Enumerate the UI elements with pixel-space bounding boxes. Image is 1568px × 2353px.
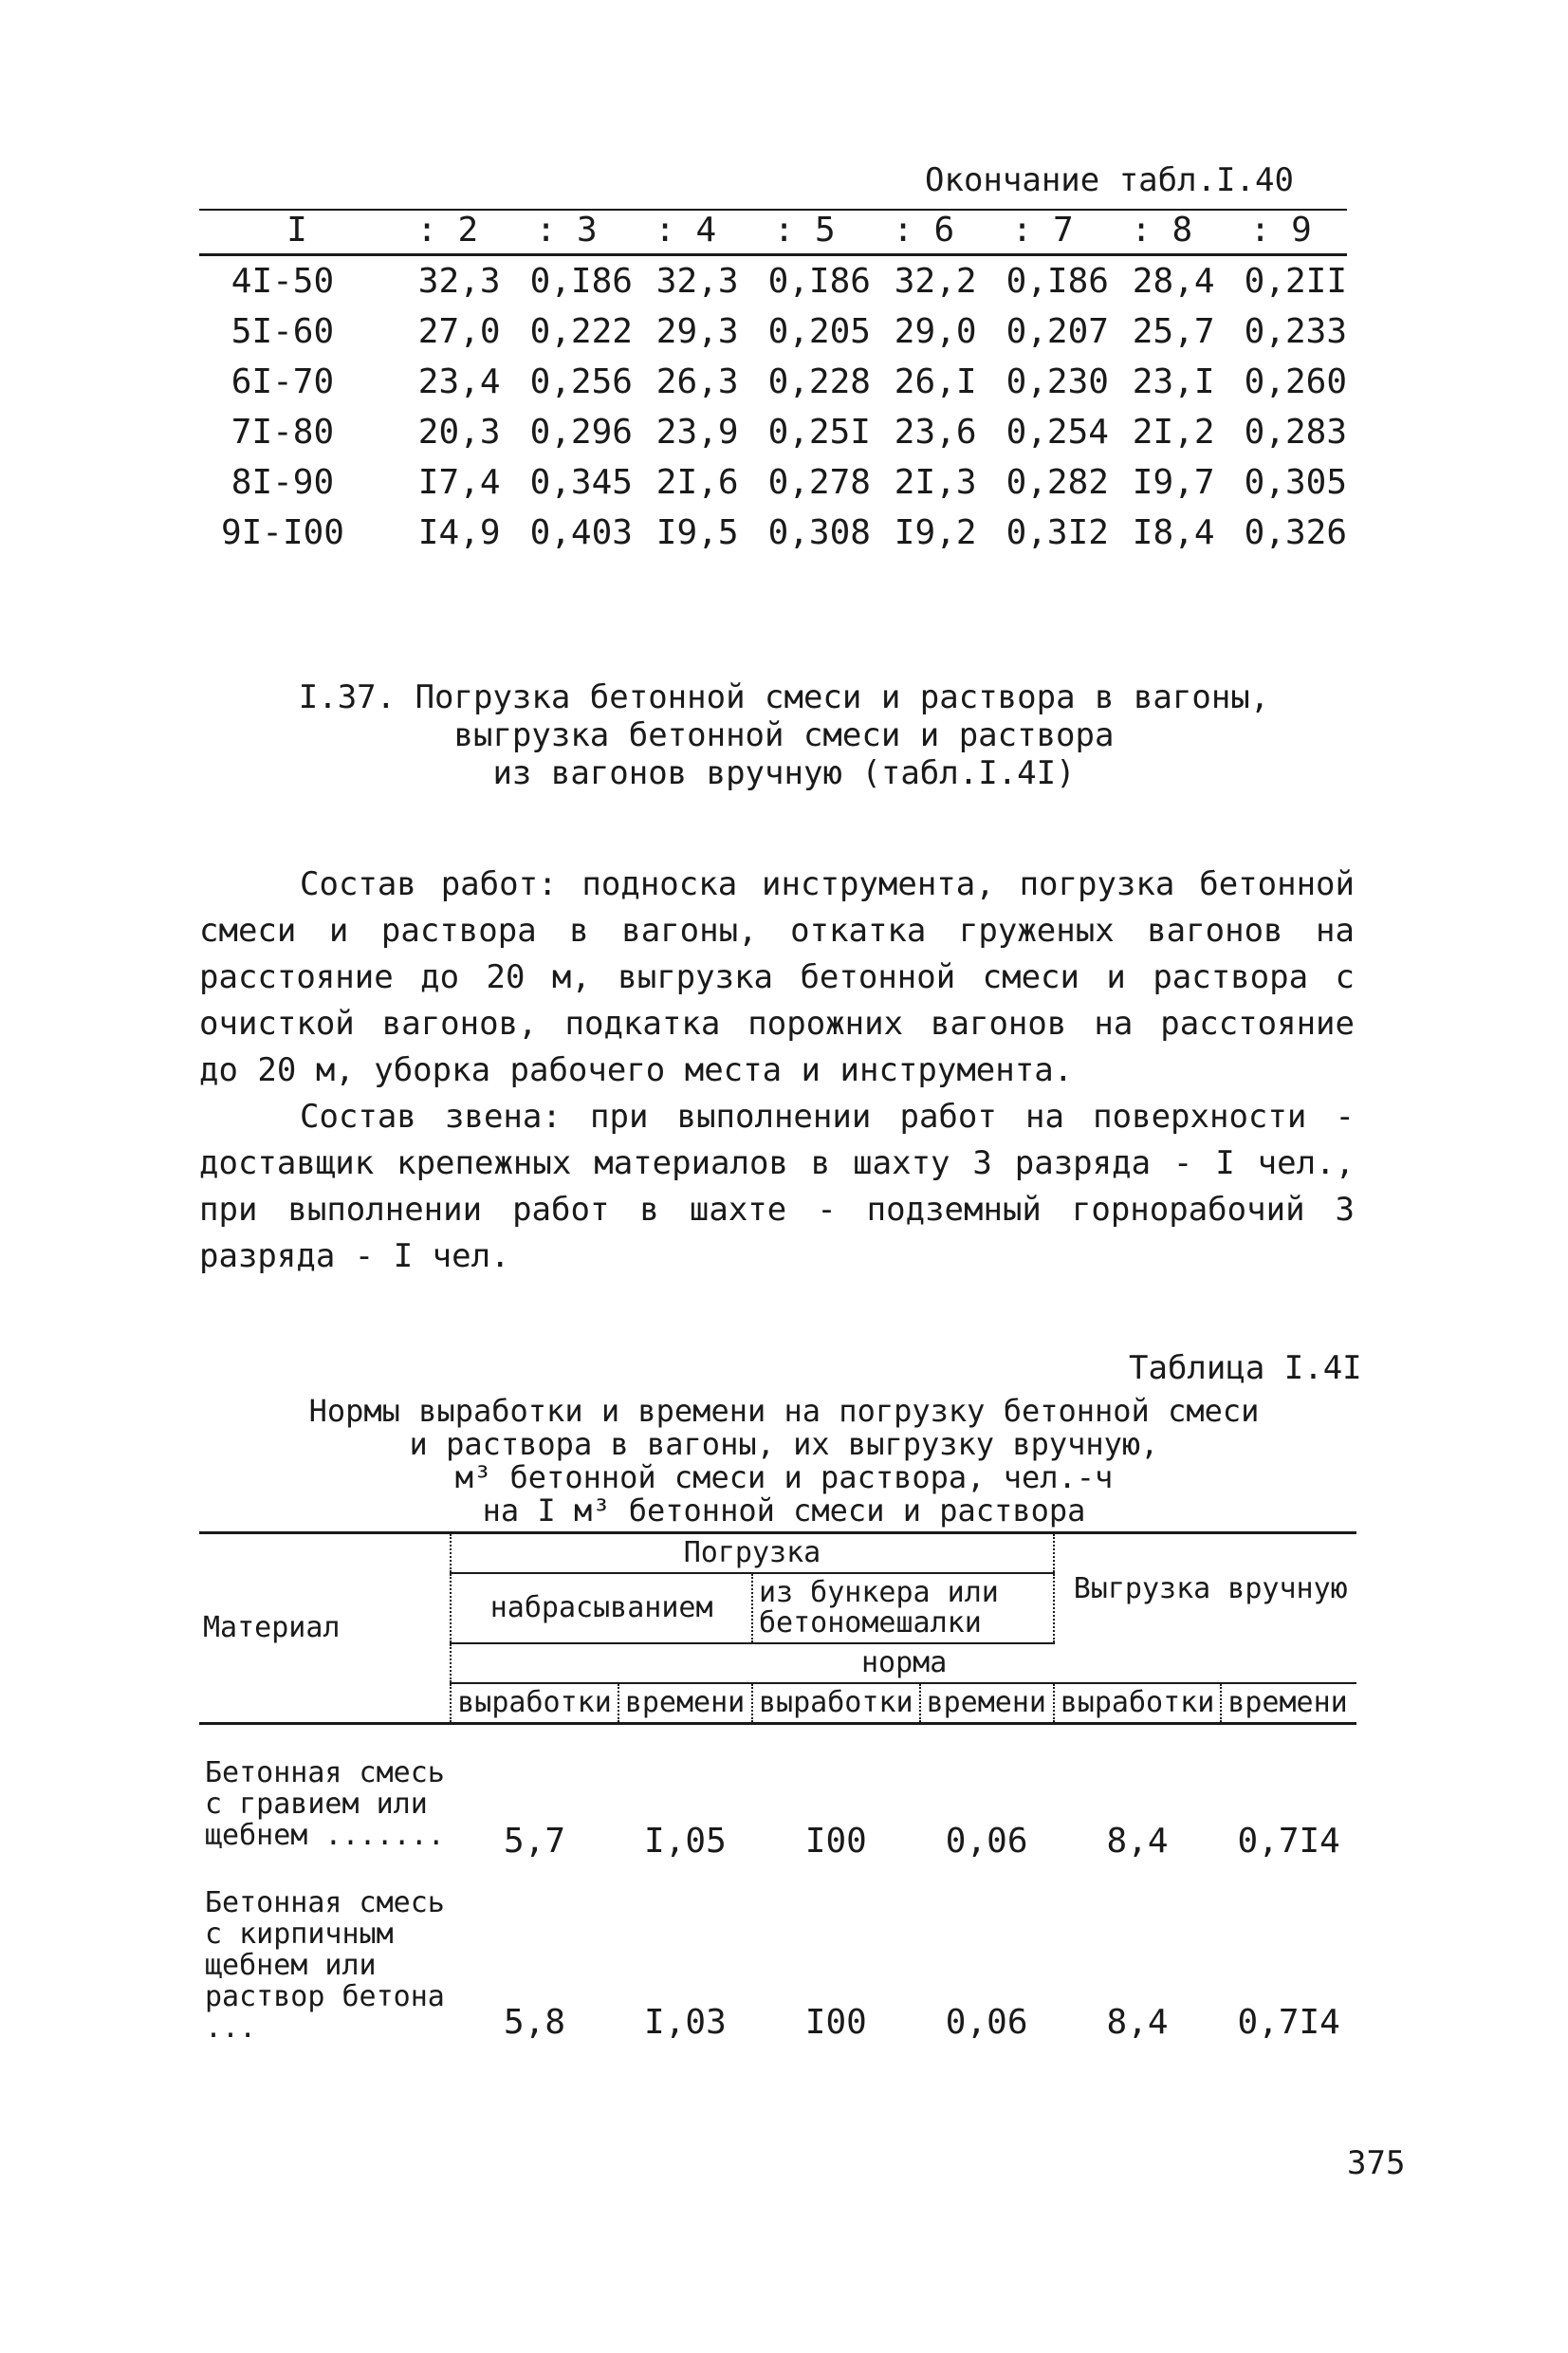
page-number: 375 (1347, 2144, 1406, 2182)
cell: I8,4 (1132, 513, 1215, 552)
work-composition (199, 862, 1355, 1094)
throwing-header: набрасыванием (451, 1573, 752, 1643)
cell: 26,3 (655, 362, 739, 401)
material-cell: Бетонная смесь с кирпичным щебнем или раствор бетона ... (205, 1885, 445, 2045)
table-41 (199, 1531, 1356, 2047)
cell: 0,308 (767, 513, 871, 552)
cell: 8,4 (1106, 2002, 1169, 2042)
col-header: : 7 (977, 210, 1109, 255)
cell: I7,4 (417, 463, 501, 502)
cell: 0,7I4 (1237, 2002, 1340, 2042)
cell: 0,326 (1244, 513, 1347, 552)
cell: 0,I86 (767, 262, 871, 301)
table-row (199, 306, 1347, 357)
section-title-line: из вагонов вручную (табл.I.4I) (492, 754, 1076, 792)
cell: I9,7 (1132, 463, 1215, 502)
cell: 0,228 (767, 362, 871, 401)
cell: 0,278 (767, 463, 871, 502)
col-header: : 8 (1109, 210, 1215, 255)
table-row (199, 457, 1347, 508)
cell: I00 (804, 1821, 867, 1861)
cell: 29,3 (655, 312, 739, 351)
cell: 0,233 (1244, 312, 1347, 351)
cell: 32,3 (417, 262, 501, 301)
cell: 2I,3 (894, 463, 977, 502)
table-row (199, 1724, 1356, 1866)
cell: 0,283 (1244, 413, 1347, 452)
cell: 23,I (1132, 362, 1215, 401)
material-cell: Бетонная смесь с гравием или щебнем ....... (205, 1755, 445, 1852)
norm-header: норма (451, 1643, 1356, 1683)
unloading-header: Выгрузка вручную (1054, 1533, 1356, 1644)
cell: 0,222 (529, 312, 633, 351)
table-41-title-line: м³ бетонной смеси и раствора, чел.-ч (454, 1459, 1114, 1495)
table-41-label: Таблица I.4I (1129, 1349, 1362, 1387)
time-header: времени (1221, 1683, 1356, 1724)
cell: 8I-90 (231, 463, 335, 502)
cell: I9,2 (894, 513, 977, 552)
work-composition-text: Состав работ: подноска инструмента, погрузка бетонной смеси и раствора в вагоны, откатка груженых вагонов на расстояние до 20 м, выгрузка бетонной смеси и раствора с очисткой вагонов, подкатка порожних вагонов на расстояние до 20 м, уборка рабочего места и инструмента. (199, 865, 1355, 1089)
section-title-line: выгрузка бетонной смеси и раствора (453, 716, 1115, 754)
col-header: : 2 (395, 210, 501, 255)
material-header: Материал (199, 1533, 451, 1724)
crew-composition-text: Состав звена: при выполнении работ на поверхности - доставщик крепежных материалов в шахту 3 разряда - I чел., при выполнении работ в шахте - подземный горнорабочий 3 разряда - I чел. (199, 1098, 1355, 1275)
output-header: выработки (451, 1683, 618, 1724)
cell: 0,06 (945, 1821, 1028, 1861)
cell: 32,2 (894, 262, 977, 301)
table-40-caption: Окончание табл.I.40 (925, 161, 1294, 199)
time-header: времени (618, 1683, 752, 1724)
table-row (199, 357, 1347, 407)
cell: 0,296 (529, 413, 633, 452)
cell: 7I-80 (231, 413, 335, 452)
section-title-line: I.37. Погрузка бетонной смеси и раствора в вагоны, (298, 678, 1270, 716)
table-40-header-row (199, 210, 1347, 255)
table-41-title-line: и раствора в вагоны, их выгрузку вручную, (409, 1426, 1159, 1462)
cell: 23,4 (417, 362, 501, 401)
cell: 25,7 (1132, 312, 1215, 351)
cell: 0,06 (945, 2002, 1028, 2042)
section-title (0, 678, 1568, 792)
output-header: выработки (1054, 1683, 1222, 1724)
col-header: : 5 (739, 210, 871, 255)
table-row (199, 255, 1347, 307)
table-row (199, 508, 1347, 558)
cell: 0,345 (529, 463, 633, 502)
cell: 23,9 (655, 413, 739, 452)
cell: 2I,2 (1132, 413, 1215, 452)
cell: 29,0 (894, 312, 977, 351)
cell: 27,0 (417, 312, 501, 351)
cell: 26,I (894, 362, 977, 401)
cell: 0,7I4 (1237, 1821, 1340, 1861)
col-header: : 3 (501, 210, 633, 255)
cell: 0,260 (1244, 362, 1347, 401)
cell: 6I-70 (231, 362, 335, 401)
cell: 0,3I2 (1005, 513, 1109, 552)
col-header: : 6 (871, 210, 977, 255)
cell: 0,254 (1005, 413, 1109, 452)
table-41-title (0, 1395, 1568, 1528)
cell: 4I-50 (231, 262, 335, 301)
cell: 0,I86 (1005, 262, 1109, 301)
cell: 5,7 (504, 1821, 566, 1861)
cell: I,03 (644, 2002, 727, 2042)
header-row (199, 1533, 1356, 1574)
table-41-title-line: Нормы выработки и времени на погрузку бетонной смеси (308, 1393, 1260, 1429)
cell: 5,8 (504, 2002, 566, 2042)
cell: 0,I86 (529, 262, 633, 301)
cell: 5I-60 (231, 312, 335, 351)
table-row (199, 1866, 1356, 2047)
cell: 28,4 (1132, 262, 1215, 301)
cell: 2I,6 (655, 463, 739, 502)
cell: 0,256 (529, 362, 633, 401)
bunker-header: из бункера или бетономешалки (752, 1573, 1054, 1643)
output-header: выработки (752, 1683, 920, 1724)
cell: 0,282 (1005, 463, 1109, 502)
col-header: : 9 (1215, 210, 1348, 255)
cell: 0,25I (767, 413, 871, 452)
cell: 0,2II (1244, 262, 1347, 301)
table-41-title-line: на I м³ бетонной смеси и раствора (482, 1492, 1086, 1529)
col-header: : 4 (633, 210, 739, 255)
col-header: I (199, 210, 395, 255)
table-row (199, 407, 1347, 457)
cell: I9,5 (655, 513, 739, 552)
cell: I4,9 (417, 513, 501, 552)
cell: 9I-I00 (220, 513, 344, 552)
cell: 0,207 (1005, 312, 1109, 351)
time-header: времени (920, 1683, 1054, 1724)
loading-header: Погрузка (451, 1533, 1054, 1574)
cell: I00 (804, 2002, 867, 2042)
cell: 0,403 (529, 513, 633, 552)
cell: 23,6 (894, 413, 977, 452)
cell: 0,230 (1005, 362, 1109, 401)
table-40 (199, 209, 1347, 558)
crew-composition (199, 1094, 1355, 1280)
cell: 0,305 (1244, 463, 1347, 502)
cell: I,05 (644, 1821, 727, 1861)
cell: 8,4 (1106, 1821, 1169, 1861)
cell: 0,205 (767, 312, 871, 351)
cell: 20,3 (417, 413, 501, 452)
cell: 32,3 (655, 262, 739, 301)
